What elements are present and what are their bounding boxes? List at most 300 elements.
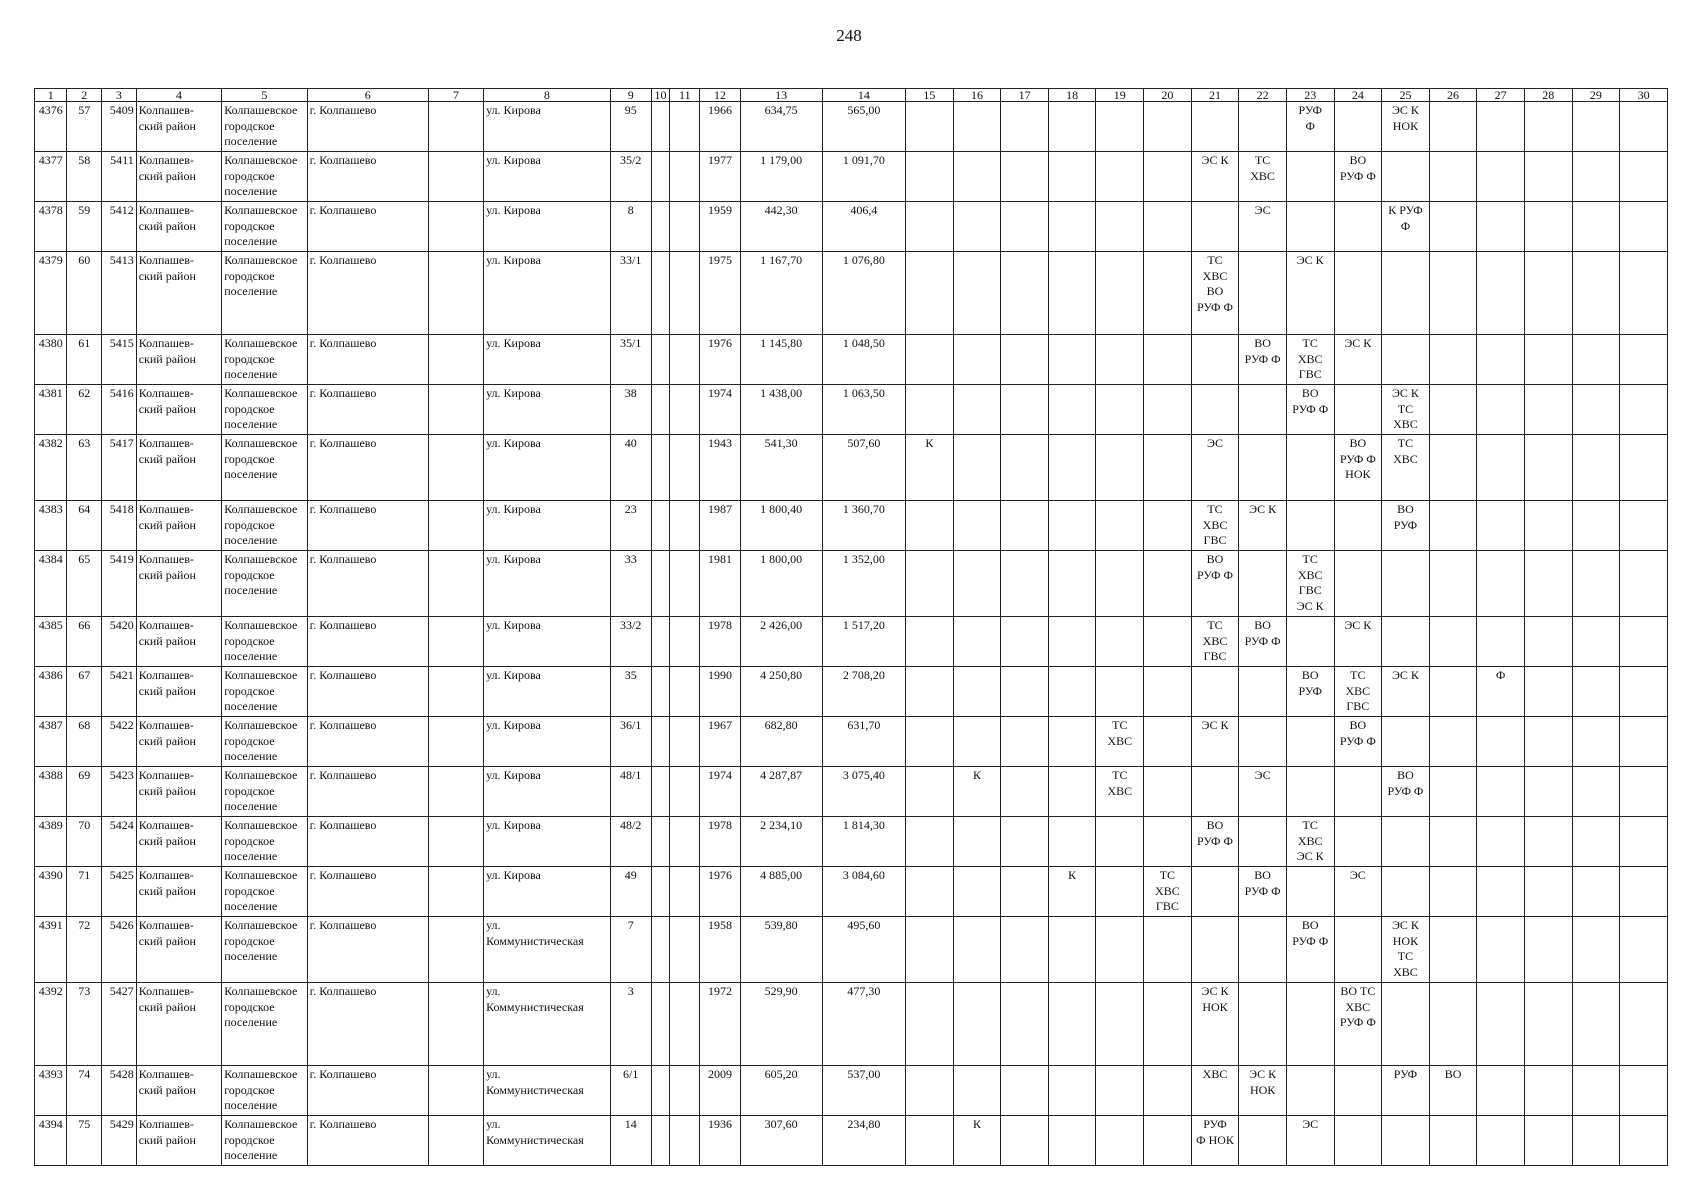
table-cell-col-5: Колпашевское городское поселение xyxy=(222,1066,307,1116)
table-cell-col-2: 72 xyxy=(67,917,102,983)
table-cell-col-27 xyxy=(1477,152,1525,202)
table-cell-col-7 xyxy=(428,551,483,617)
table-cell-col-30 xyxy=(1620,817,1668,867)
table-cell-col-17 xyxy=(1001,1066,1049,1116)
table-cell-col-8: ул. Кирова xyxy=(484,152,611,202)
header-row xyxy=(35,89,1668,102)
table-cell-col-7 xyxy=(428,917,483,983)
table-cell-col-11 xyxy=(670,617,700,667)
table-cell-col-29 xyxy=(1572,385,1620,435)
table-cell-col-11 xyxy=(670,817,700,867)
table-cell-col-2: 65 xyxy=(67,551,102,617)
table-cell-col-13: 4 885,00 xyxy=(740,867,822,917)
table-cell-col-23: ВО РУФ Ф xyxy=(1286,385,1334,435)
table-cell-col-30 xyxy=(1620,152,1668,202)
table-cell-col-15 xyxy=(906,617,954,667)
table-cell-col-9: 23 xyxy=(610,501,651,551)
table-cell-col-16 xyxy=(953,917,1001,983)
table-cell-col-19 xyxy=(1096,501,1144,551)
table-cell-col-27 xyxy=(1477,335,1525,385)
table-row xyxy=(35,617,1668,667)
table-cell-col-20 xyxy=(1144,817,1192,867)
table-cell-col-7 xyxy=(428,817,483,867)
table-row xyxy=(35,817,1668,867)
table-cell-col-7 xyxy=(428,435,483,501)
table-cell-col-16 xyxy=(953,1066,1001,1116)
table-cell-col-8: ул. Кирова xyxy=(484,385,611,435)
table-cell-col-17 xyxy=(1001,867,1049,917)
table-cell-col-6: г. Колпашево xyxy=(307,435,428,501)
column-header-7: 7 xyxy=(428,89,483,102)
table-cell-col-17 xyxy=(1001,335,1049,385)
table-cell-col-27 xyxy=(1477,385,1525,435)
table-cell-col-23 xyxy=(1286,617,1334,667)
table-cell-col-27 xyxy=(1477,435,1525,501)
table-cell-col-21: ЭС К xyxy=(1191,152,1239,202)
table-cell-col-15 xyxy=(906,767,954,817)
table-cell-col-26 xyxy=(1429,152,1477,202)
table-cell-col-21: ЭС К xyxy=(1191,717,1239,767)
table-cell-col-15 xyxy=(906,1116,954,1166)
table-cell-col-16 xyxy=(953,717,1001,767)
table-cell-col-17 xyxy=(1001,767,1049,817)
table-cell-col-24 xyxy=(1334,202,1382,252)
table-cell-col-23: ТС ХВС ЭС К xyxy=(1286,817,1334,867)
table-cell-col-5: Колпашевское городское поселение xyxy=(222,385,307,435)
table-cell-col-14: 3 075,40 xyxy=(822,767,905,817)
table-cell-col-3: 5415 xyxy=(102,335,137,385)
table-cell-col-23 xyxy=(1286,717,1334,767)
table-cell-col-8: ул. Кирова xyxy=(484,817,611,867)
table-cell-col-15 xyxy=(906,551,954,617)
table-cell-col-15 xyxy=(906,385,954,435)
table-cell-col-18 xyxy=(1048,102,1096,152)
table-row xyxy=(35,917,1668,983)
table-cell-col-13: 4 287,87 xyxy=(740,767,822,817)
table-cell-col-23 xyxy=(1286,152,1334,202)
table-cell-col-20 xyxy=(1144,767,1192,817)
table-cell-col-2: 71 xyxy=(67,867,102,917)
table-cell-col-28 xyxy=(1524,551,1572,617)
table-cell-col-4: Колпашев- ский район xyxy=(136,717,221,767)
table-cell-col-26 xyxy=(1429,667,1477,717)
table-cell-col-27: Ф xyxy=(1477,667,1525,717)
table-cell-col-18 xyxy=(1048,817,1096,867)
table-cell-col-29 xyxy=(1572,617,1620,667)
table-cell-col-12: 1966 xyxy=(700,102,740,152)
table-cell-col-27 xyxy=(1477,983,1525,1066)
table-cell-col-28 xyxy=(1524,202,1572,252)
table-cell-col-18 xyxy=(1048,617,1096,667)
table-cell-col-17 xyxy=(1001,435,1049,501)
column-header-20: 20 xyxy=(1144,89,1192,102)
table-cell-col-6: г. Колпашево xyxy=(307,1066,428,1116)
table-cell-col-22: ЭС xyxy=(1239,767,1287,817)
table-cell-col-15 xyxy=(906,667,954,717)
table-cell-col-2: 74 xyxy=(67,1066,102,1116)
table-cell-col-28 xyxy=(1524,102,1572,152)
table-cell-col-20 xyxy=(1144,551,1192,617)
table-cell-col-14: 477,30 xyxy=(822,983,905,1066)
table-cell-col-16 xyxy=(953,983,1001,1066)
column-header-3: 3 xyxy=(102,89,137,102)
table-cell-col-8: ул. Кирова xyxy=(484,867,611,917)
table-cell-col-29 xyxy=(1572,1116,1620,1166)
table-cell-col-9: 48/2 xyxy=(610,817,651,867)
table-cell-col-20 xyxy=(1144,501,1192,551)
table-row xyxy=(35,1116,1668,1166)
table-cell-col-3: 5421 xyxy=(102,667,137,717)
table-cell-col-9: 40 xyxy=(610,435,651,501)
table-cell-col-13: 634,75 xyxy=(740,102,822,152)
table-cell-col-20 xyxy=(1144,717,1192,767)
table-cell-col-28 xyxy=(1524,152,1572,202)
table-cell-col-28 xyxy=(1524,617,1572,667)
table-cell-col-16 xyxy=(953,867,1001,917)
table-cell-col-13: 682,80 xyxy=(740,717,822,767)
table-cell-col-3: 5426 xyxy=(102,917,137,983)
table-cell-col-23 xyxy=(1286,867,1334,917)
table-cell-col-12: 1978 xyxy=(700,617,740,667)
table-cell-col-18 xyxy=(1048,152,1096,202)
table-cell-col-21: ТС ХВС ГВС xyxy=(1191,501,1239,551)
table-cell-col-26 xyxy=(1429,252,1477,335)
table-cell-col-5: Колпашевское городское поселение xyxy=(222,617,307,667)
table-cell-col-6: г. Колпашево xyxy=(307,767,428,817)
table-cell-col-14: 1 076,80 xyxy=(822,252,905,335)
table-cell-col-7 xyxy=(428,501,483,551)
table-cell-col-15 xyxy=(906,202,954,252)
table-cell-col-24: ЭС К xyxy=(1334,617,1382,667)
table-cell-col-24 xyxy=(1334,501,1382,551)
table-cell-col-22 xyxy=(1239,252,1287,335)
table-cell-col-12: 2009 xyxy=(700,1066,740,1116)
table-cell-col-4: Колпашев- ский район xyxy=(136,917,221,983)
table-cell-col-20 xyxy=(1144,617,1192,667)
table-cell-col-24 xyxy=(1334,1116,1382,1166)
table-cell-col-30 xyxy=(1620,435,1668,501)
table-cell-col-6: г. Колпашево xyxy=(307,1116,428,1166)
table-cell-col-23: ВО РУФ Ф xyxy=(1286,917,1334,983)
table-cell-col-19 xyxy=(1096,152,1144,202)
table-cell-col-20 xyxy=(1144,1116,1192,1166)
table-cell-col-20 xyxy=(1144,385,1192,435)
table-cell-col-19: ТС ХВС xyxy=(1096,767,1144,817)
table-cell-col-17 xyxy=(1001,983,1049,1066)
table-cell-col-11 xyxy=(670,385,700,435)
table-cell-col-16 xyxy=(953,202,1001,252)
table-cell-col-5: Колпашевское городское поселение xyxy=(222,102,307,152)
table-cell-col-22 xyxy=(1239,385,1287,435)
table-cell-col-14: 631,70 xyxy=(822,717,905,767)
table-row xyxy=(35,501,1668,551)
column-header-8: 8 xyxy=(484,89,611,102)
table-cell-col-4: Колпашев- ский район xyxy=(136,252,221,335)
table-cell-col-18 xyxy=(1048,202,1096,252)
table-cell-col-11 xyxy=(670,551,700,617)
table-cell-col-7 xyxy=(428,617,483,667)
table-cell-col-22 xyxy=(1239,435,1287,501)
table-cell-col-30 xyxy=(1620,1066,1668,1116)
table-cell-col-5: Колпашевское городское поселение xyxy=(222,435,307,501)
table-cell-col-29 xyxy=(1572,767,1620,817)
table-cell-col-1: 4391 xyxy=(35,917,67,983)
table-row xyxy=(35,983,1668,1066)
table-cell-col-20 xyxy=(1144,152,1192,202)
table-cell-col-29 xyxy=(1572,917,1620,983)
table-cell-col-30 xyxy=(1620,102,1668,152)
table-cell-col-22 xyxy=(1239,551,1287,617)
table-row xyxy=(35,252,1668,335)
table-cell-col-27 xyxy=(1477,617,1525,667)
table-cell-col-1: 4386 xyxy=(35,667,67,717)
column-header-26: 26 xyxy=(1429,89,1477,102)
table-cell-col-17 xyxy=(1001,202,1049,252)
table-cell-col-13: 1 800,40 xyxy=(740,501,822,551)
table-cell-col-22 xyxy=(1239,817,1287,867)
table-cell-col-22 xyxy=(1239,983,1287,1066)
table-cell-col-26 xyxy=(1429,435,1477,501)
table-cell-col-11 xyxy=(670,867,700,917)
table-cell-col-28 xyxy=(1524,817,1572,867)
table-cell-col-15 xyxy=(906,917,954,983)
table-cell-col-18 xyxy=(1048,667,1096,717)
table-cell-col-17 xyxy=(1001,385,1049,435)
table-cell-col-22: ВО РУФ Ф xyxy=(1239,867,1287,917)
column-header-15: 15 xyxy=(906,89,954,102)
table-cell-col-1: 4388 xyxy=(35,767,67,817)
table-cell-col-3: 5413 xyxy=(102,252,137,335)
table-cell-col-6: г. Колпашево xyxy=(307,551,428,617)
table-cell-col-19 xyxy=(1096,917,1144,983)
table-cell-col-21 xyxy=(1191,667,1239,717)
table-cell-col-19 xyxy=(1096,335,1144,385)
table-cell-col-15 xyxy=(906,335,954,385)
column-header-13: 13 xyxy=(740,89,822,102)
column-header-24: 24 xyxy=(1334,89,1382,102)
table-cell-col-6: г. Колпашево xyxy=(307,335,428,385)
table-cell-col-11 xyxy=(670,667,700,717)
table-cell-col-28 xyxy=(1524,867,1572,917)
table-cell-col-24: ВО РУФ Ф xyxy=(1334,152,1382,202)
table-cell-col-14: 234,80 xyxy=(822,1116,905,1166)
table-cell-col-29 xyxy=(1572,817,1620,867)
table-cell-col-9: 3 xyxy=(610,983,651,1066)
table-row xyxy=(35,667,1668,717)
table-cell-col-4: Колпашев- ский район xyxy=(136,102,221,152)
table-cell-col-26 xyxy=(1429,617,1477,667)
table-row xyxy=(35,152,1668,202)
table-cell-col-20 xyxy=(1144,1066,1192,1116)
table-cell-col-9: 33 xyxy=(610,551,651,617)
table-cell-col-24 xyxy=(1334,252,1382,335)
table-cell-col-23 xyxy=(1286,501,1334,551)
table-cell-col-13: 541,30 xyxy=(740,435,822,501)
table-cell-col-20 xyxy=(1144,335,1192,385)
table-cell-col-6: г. Колпашево xyxy=(307,501,428,551)
table-cell-col-9: 7 xyxy=(610,917,651,983)
table-cell-col-29 xyxy=(1572,335,1620,385)
table-cell-col-25 xyxy=(1382,617,1430,667)
table-row xyxy=(35,202,1668,252)
table-cell-col-11 xyxy=(670,335,700,385)
table-cell-col-1: 4387 xyxy=(35,717,67,767)
table-cell-col-25 xyxy=(1382,867,1430,917)
table-cell-col-2: 73 xyxy=(67,983,102,1066)
table-cell-col-11 xyxy=(670,202,700,252)
table-cell-col-9: 6/1 xyxy=(610,1066,651,1116)
table-row xyxy=(35,102,1668,152)
table-cell-col-6: г. Колпашево xyxy=(307,817,428,867)
table-cell-col-17 xyxy=(1001,252,1049,335)
table-row xyxy=(35,767,1668,817)
table-cell-col-28 xyxy=(1524,667,1572,717)
table-cell-col-7 xyxy=(428,385,483,435)
table-cell-col-24 xyxy=(1334,102,1382,152)
column-header-1: 1 xyxy=(35,89,67,102)
table-cell-col-4: Колпашев- ский район xyxy=(136,385,221,435)
table-cell-col-18 xyxy=(1048,767,1096,817)
table-cell-col-26 xyxy=(1429,385,1477,435)
table-cell-col-17 xyxy=(1001,817,1049,867)
table-cell-col-7 xyxy=(428,767,483,817)
table-cell-col-5: Колпашевское городское поселение xyxy=(222,501,307,551)
table-cell-col-28 xyxy=(1524,983,1572,1066)
table-cell-col-30 xyxy=(1620,717,1668,767)
table-cell-col-23: ТС ХВС ГВС xyxy=(1286,335,1334,385)
table-cell-col-3: 5428 xyxy=(102,1066,137,1116)
table-cell-col-6: г. Колпашево xyxy=(307,252,428,335)
table-cell-col-4: Колпашев- ский район xyxy=(136,152,221,202)
table-cell-col-23 xyxy=(1286,202,1334,252)
table-cell-col-18 xyxy=(1048,1116,1096,1166)
table-cell-col-9: 8 xyxy=(610,202,651,252)
table-cell-col-25 xyxy=(1382,252,1430,335)
column-header-14: 14 xyxy=(822,89,905,102)
table-cell-col-20 xyxy=(1144,202,1192,252)
table-cell-col-7 xyxy=(428,867,483,917)
table-cell-col-12: 1981 xyxy=(700,551,740,617)
table-cell-col-13: 2 234,10 xyxy=(740,817,822,867)
table-cell-col-10 xyxy=(651,435,669,501)
table-cell-col-4: Колпашев- ский район xyxy=(136,1066,221,1116)
table-cell-col-4: Колпашев- ский район xyxy=(136,435,221,501)
table-cell-col-28 xyxy=(1524,717,1572,767)
table-cell-col-6: г. Колпашево xyxy=(307,717,428,767)
table-cell-col-16 xyxy=(953,817,1001,867)
table-row xyxy=(35,551,1668,617)
table-cell-col-6: г. Колпашево xyxy=(307,102,428,152)
table-cell-col-26 xyxy=(1429,501,1477,551)
table-cell-col-11 xyxy=(670,1066,700,1116)
table-cell-col-4: Колпашев- ский район xyxy=(136,335,221,385)
table-cell-col-16 xyxy=(953,551,1001,617)
table-cell-col-27 xyxy=(1477,817,1525,867)
table-cell-col-24 xyxy=(1334,917,1382,983)
table-cell-col-27 xyxy=(1477,202,1525,252)
table-cell-col-11 xyxy=(670,102,700,152)
table-cell-col-13: 1 800,00 xyxy=(740,551,822,617)
table-cell-col-29 xyxy=(1572,102,1620,152)
column-header-28: 28 xyxy=(1524,89,1572,102)
table-cell-col-14: 1 063,50 xyxy=(822,385,905,435)
table-cell-col-9: 49 xyxy=(610,867,651,917)
table-cell-col-21: РУФ Ф НОК xyxy=(1191,1116,1239,1166)
table-cell-col-12: 1943 xyxy=(700,435,740,501)
table-cell-col-19 xyxy=(1096,667,1144,717)
table-cell-col-8: ул. Кирова xyxy=(484,551,611,617)
table-cell-col-12: 1974 xyxy=(700,385,740,435)
table-cell-col-27 xyxy=(1477,867,1525,917)
table-cell-col-10 xyxy=(651,551,669,617)
table-cell-col-11 xyxy=(670,501,700,551)
table-cell-col-5: Колпашевское городское поселение xyxy=(222,717,307,767)
table-cell-col-8: ул. Коммунистическая xyxy=(484,1066,611,1116)
table-cell-col-19 xyxy=(1096,1066,1144,1116)
table-cell-col-6: г. Колпашево xyxy=(307,867,428,917)
table-cell-col-13: 442,30 xyxy=(740,202,822,252)
table-cell-col-22: ЭС К xyxy=(1239,501,1287,551)
table-cell-col-9: 33/2 xyxy=(610,617,651,667)
table-cell-col-9: 35/2 xyxy=(610,152,651,202)
table-cell-col-22 xyxy=(1239,1116,1287,1166)
table-cell-col-1: 4382 xyxy=(35,435,67,501)
table-cell-col-8: ул. Кирова xyxy=(484,102,611,152)
table-cell-col-1: 4389 xyxy=(35,817,67,867)
table-cell-col-22 xyxy=(1239,717,1287,767)
table-cell-col-21: ЭС xyxy=(1191,435,1239,501)
table-cell-col-9: 33/1 xyxy=(610,252,651,335)
table-cell-col-1: 4385 xyxy=(35,617,67,667)
table-cell-col-4: Колпашев- ский район xyxy=(136,667,221,717)
table-cell-col-2: 67 xyxy=(67,667,102,717)
table-cell-col-22: ТС ХВС xyxy=(1239,152,1287,202)
table-cell-col-8: ул. Кирова xyxy=(484,717,611,767)
table-cell-col-28 xyxy=(1524,252,1572,335)
table-cell-col-5: Колпашевское городское поселение xyxy=(222,817,307,867)
table-cell-col-29 xyxy=(1572,252,1620,335)
table-cell-col-5: Колпашевское городское поселение xyxy=(222,335,307,385)
table-cell-col-6: г. Колпашево xyxy=(307,917,428,983)
page-number: 248 xyxy=(836,26,862,45)
table-cell-col-4: Колпашев- ский район xyxy=(136,202,221,252)
table-cell-col-13: 1 438,00 xyxy=(740,385,822,435)
table-cell-col-2: 66 xyxy=(67,617,102,667)
table-cell-col-9: 95 xyxy=(610,102,651,152)
table-cell-col-11 xyxy=(670,717,700,767)
table-cell-col-16: К xyxy=(953,1116,1001,1166)
table-cell-col-13: 307,60 xyxy=(740,1116,822,1166)
table-cell-col-26: ВО xyxy=(1429,1066,1477,1116)
table-cell-col-24 xyxy=(1334,551,1382,617)
table-cell-col-10 xyxy=(651,867,669,917)
table-cell-col-26 xyxy=(1429,767,1477,817)
table-cell-col-21: ВО РУФ Ф xyxy=(1191,551,1239,617)
table-cell-col-2: 69 xyxy=(67,767,102,817)
table-cell-col-8: ул. Кирова xyxy=(484,501,611,551)
table-cell-col-29 xyxy=(1572,717,1620,767)
table-cell-col-13: 605,20 xyxy=(740,1066,822,1116)
table-cell-col-16: К xyxy=(953,767,1001,817)
table-cell-col-25 xyxy=(1382,152,1430,202)
table-cell-col-7 xyxy=(428,102,483,152)
table-cell-col-10 xyxy=(651,385,669,435)
table-cell-col-7 xyxy=(428,1066,483,1116)
table-cell-col-1: 4377 xyxy=(35,152,67,202)
table-cell-col-21 xyxy=(1191,202,1239,252)
table-cell-col-3: 5409 xyxy=(102,102,137,152)
table-cell-col-19: ТС ХВС xyxy=(1096,717,1144,767)
